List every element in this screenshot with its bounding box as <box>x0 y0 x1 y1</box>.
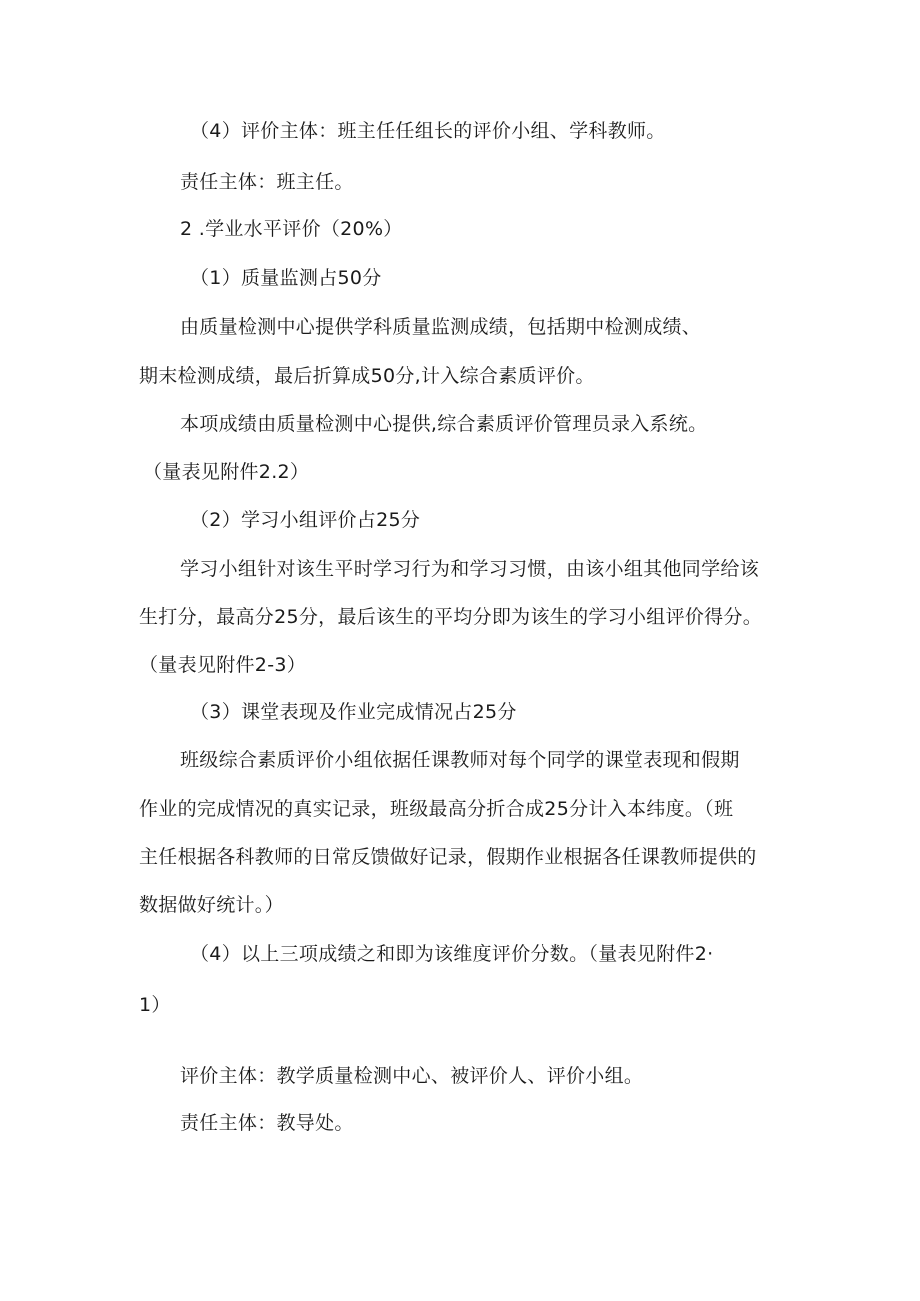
paragraph-line: 班级综合素质评价小组依据任课教师对每个同学的课堂表现和假期 <box>180 749 740 771</box>
appendix-reference: （量表见附件2-3） <box>139 654 307 676</box>
paragraph-line: 生打分，最高分25分，最后该生的平均分即为该生的学习小组评价得分。 <box>139 606 763 628</box>
item-heading-classroom-performance: （3）课堂表现及作业完成情况占25分 <box>190 701 517 723</box>
section-heading-academic-level: 2 .学业水平评价（20%） <box>180 218 403 240</box>
item-heading-quality-monitoring: （1）质量监测占50分 <box>190 267 382 289</box>
item-heading-study-group: （2）学习小组评价占25分 <box>190 509 421 531</box>
paragraph-evaluation-subject-4: （4）评价主体：班主任任组长的评价小组、学科教师。 <box>190 120 666 142</box>
paragraph-responsible-subject-1: 责任主体：班主任。 <box>180 171 354 193</box>
paragraph-line: 期末检测成绩，最后折算成50分,计入综合素质评价。 <box>139 365 595 387</box>
paragraph-line: 数据做好统计。） <box>139 894 284 916</box>
paragraph-line: 由质量检测中心提供学科质量监测成绩，包括期中检测成绩、 <box>180 316 702 338</box>
paragraph-responsible-subject-2: 责任主体：教导处。 <box>180 1112 354 1134</box>
paragraph-evaluation-subject: 评价主体：教学质量检测中心、被评价人、评价小组。 <box>180 1065 644 1087</box>
item-heading-total-score: （4）以上三项成绩之和即为该维度评价分数。（量表见附件2· <box>190 943 714 965</box>
paragraph-line: 作业的完成情况的真实记录，班级最高分折合成25分计入本纬度。（班 <box>139 798 734 820</box>
paragraph-line: 主任根据各科教师的日常反馈做好记录，假期作业根据各任课教师提供的 <box>139 846 757 868</box>
paragraph-line: 学习小组针对该生平时学习行为和学习习惯，由该小组其他同学给该 <box>180 558 760 580</box>
paragraph-line: 1） <box>139 994 171 1016</box>
paragraph-line: 本项成绩由质量检测中心提供,综合素质评价管理员录入系统。 <box>180 413 708 435</box>
appendix-reference: （量表见附件2.2） <box>143 461 310 483</box>
